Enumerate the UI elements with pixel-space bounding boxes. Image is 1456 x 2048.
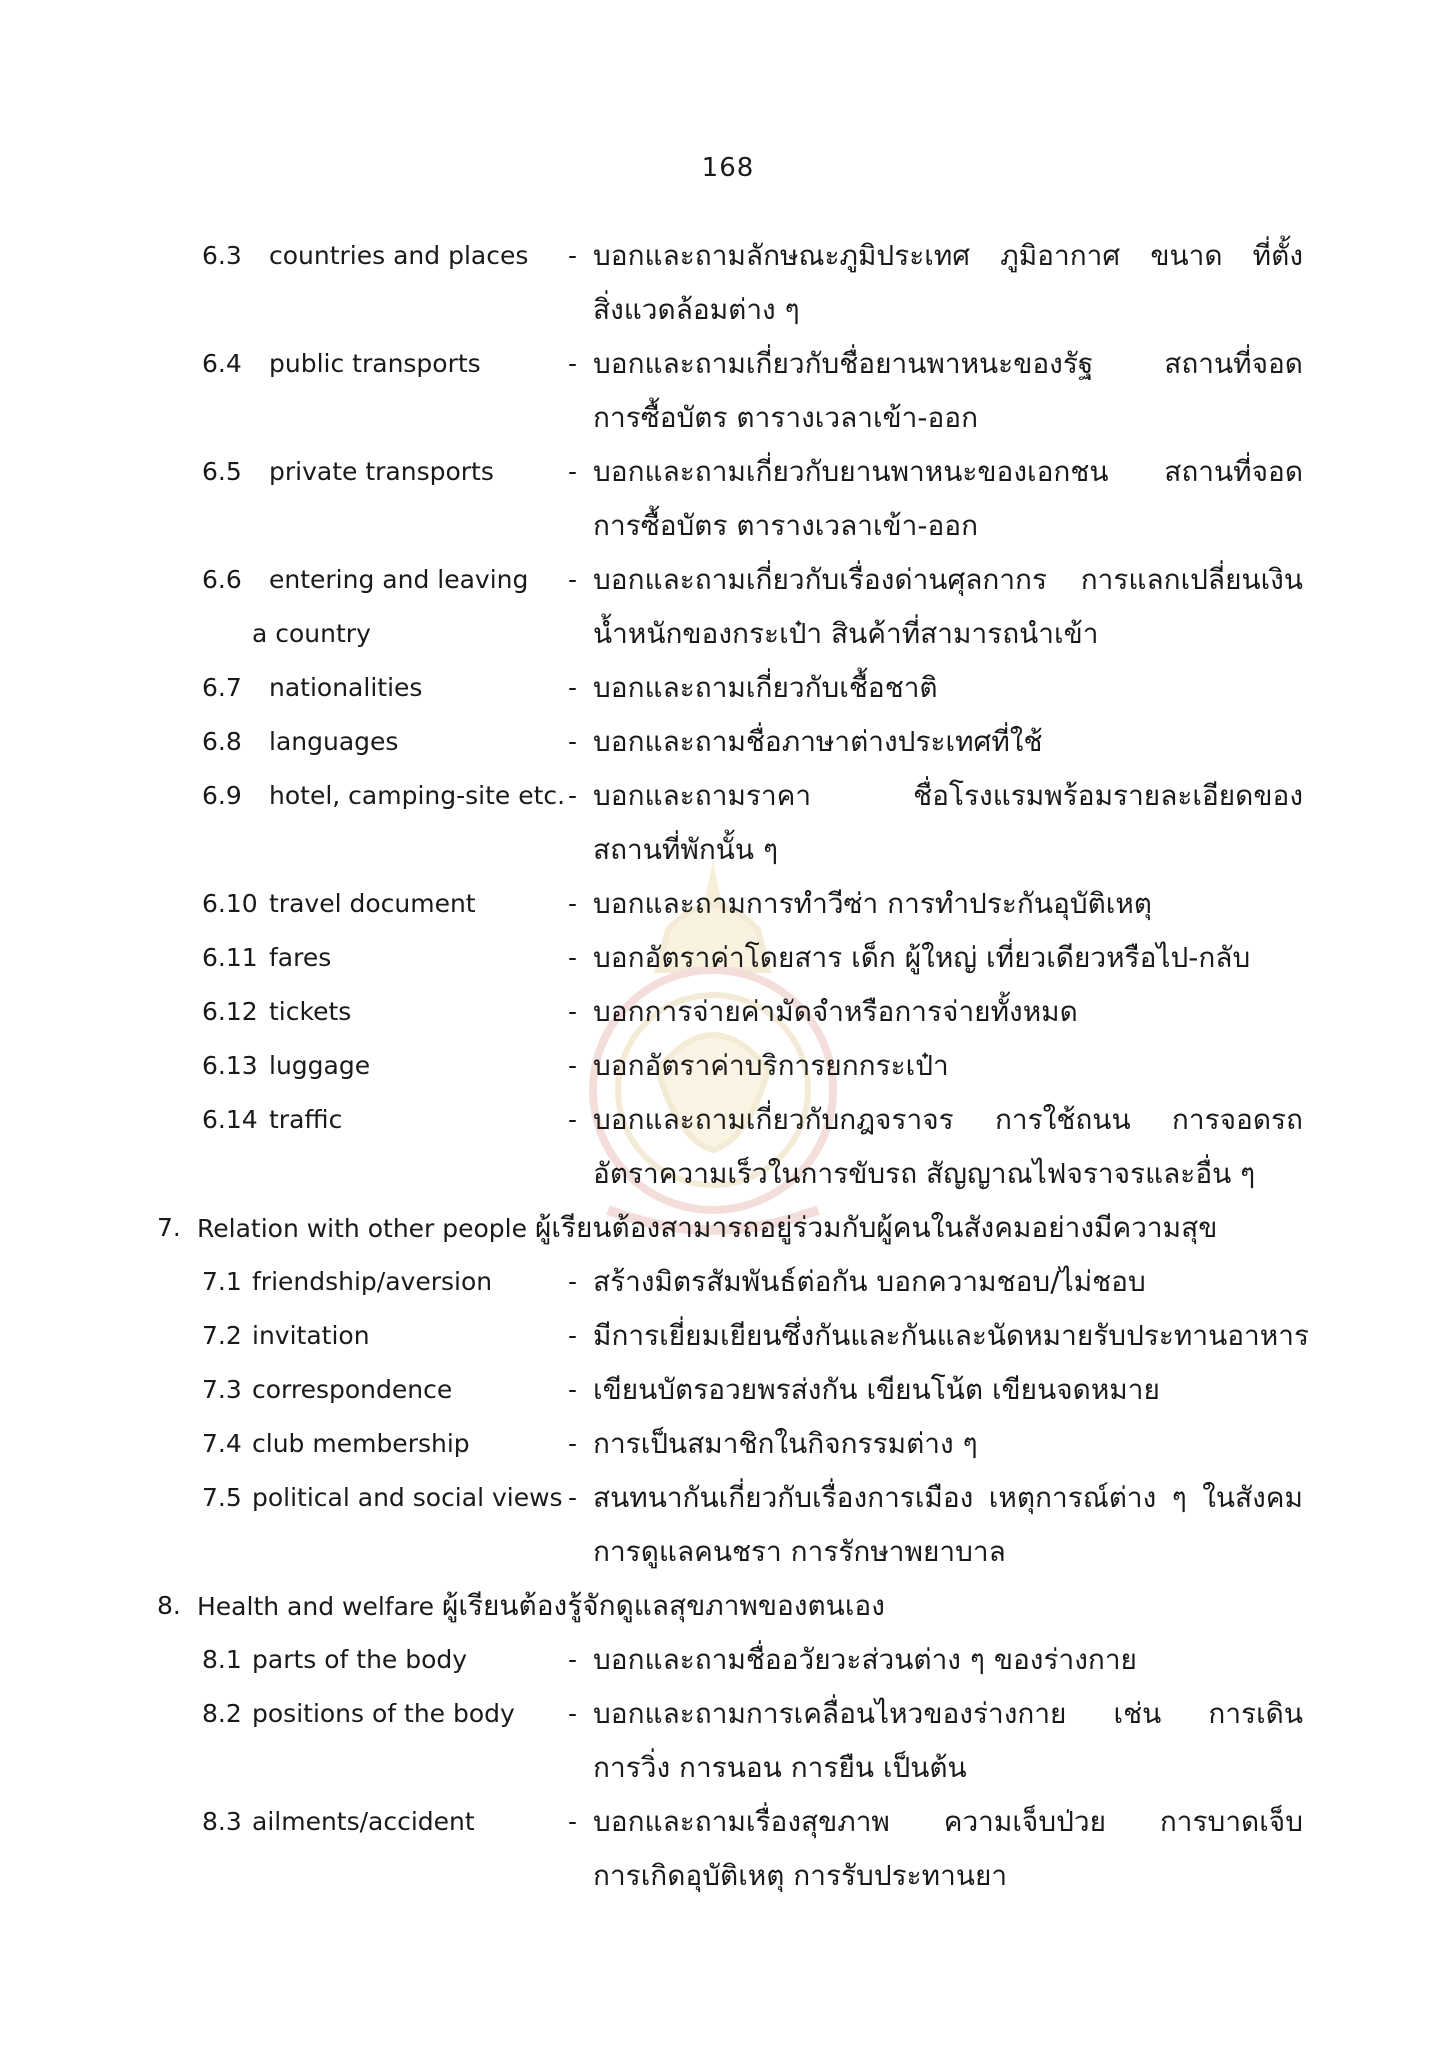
section-title (197, 1586, 885, 1627)
item-dash: - (568, 673, 578, 702)
item-number: 6.9 (202, 781, 242, 810)
item-number: 6.11 (202, 943, 258, 972)
item-description: บอกและถามเกี่ยวกับยานพาหนะของเอกชน สถานที่จอด (593, 455, 1303, 488)
item-dash: - (568, 241, 578, 270)
item-number: 6.8 (202, 727, 242, 756)
item-dash: - (568, 1321, 578, 1350)
item-number: 6.4 (202, 349, 242, 378)
list-item (0, 988, 1456, 1042)
item-dash: - (568, 565, 578, 594)
item-description: บอกและถามเกี่ยวกับเชื้อชาติ (593, 671, 938, 704)
item-description-continued: น้ำหนักของกระเป๋า สินค้าที่สามารถนำเข้า (593, 617, 1099, 650)
item-description-continued: การวิ่ง การนอน การยืน เป็นต้น (593, 1751, 967, 1784)
list-item (0, 1258, 1456, 1312)
list-item (0, 934, 1456, 988)
item-dash: - (568, 457, 578, 486)
item-number: 6.7 (202, 673, 242, 702)
item-label: friendship/aversion (252, 1267, 493, 1296)
item-label: parts of the body (252, 1645, 468, 1674)
item-description: บอกการจ่ายค่ามัดจำหรือการจ่ายทั้งหมด (593, 995, 1078, 1028)
item-description: เขียนบัตรอวยพรส่งกัน เขียนโน้ต เขียนจดหมาย (593, 1373, 1160, 1406)
item-number: 7.3 (202, 1375, 242, 1404)
list-item-continuation (0, 286, 1456, 340)
item-label-continued: a country (252, 619, 371, 648)
item-label: public transports (269, 349, 481, 378)
item-dash: - (568, 349, 578, 378)
page-number: 168 (701, 153, 755, 183)
list-item (0, 880, 1456, 934)
item-number: 6.3 (202, 241, 242, 270)
item-description: บอกและถามลักษณะภูมิประเทศ ภูมิอากาศ ขนาด ที่ตั้ง (593, 239, 1303, 272)
list-item (0, 1690, 1456, 1744)
item-number: 6.5 (202, 457, 242, 486)
list-item (0, 556, 1456, 610)
item-number: 8.2 (202, 1699, 242, 1728)
list-item (0, 1474, 1456, 1528)
item-label: fares (269, 943, 332, 972)
item-description: บอกและถามชื่อภาษาต่างประเทศที่ใช้ (593, 725, 1043, 758)
item-number: 7.5 (202, 1483, 242, 1512)
list-item (0, 718, 1456, 772)
list-item (0, 1312, 1456, 1366)
item-dash: - (568, 1483, 578, 1512)
item-number: 7.1 (202, 1267, 242, 1296)
item-label: hotel, camping-site etc. (269, 781, 566, 810)
item-dash: - (568, 889, 578, 918)
item-description-continued: การดูแลคนชรา การรักษาพยาบาล (593, 1535, 1006, 1568)
item-description: สร้างมิตรสัมพันธ์ต่อกัน บอกความชอบ/ไม่ชอบ (593, 1265, 1146, 1298)
list-item (0, 772, 1456, 826)
item-label: luggage (269, 1051, 371, 1080)
item-label: correspondence (252, 1375, 453, 1404)
item-dash: - (568, 1375, 578, 1404)
item-dash: - (568, 1807, 578, 1836)
section-title-thai: ผู้เรียนต้องสามารถอยู่ร่วมกับผู้คนในสังคมอย่างมีความสุข (534, 1211, 1218, 1244)
item-dash: - (568, 1699, 578, 1728)
item-description: บอกอัตราค่าโดยสาร เด็ก ผู้ใหญ่ เที่ยวเดียวหรือไป-กลับ (593, 941, 1251, 974)
item-description: การเป็นสมาชิกในกิจกรรมต่าง ๆ (593, 1427, 978, 1460)
item-description-continued: การเกิดอุบัติเหตุ การรับประทานยา (593, 1859, 1008, 1892)
list-item (0, 1420, 1456, 1474)
item-description: บอกและถามชื่ออวัยวะส่วนต่าง ๆ ของร่างกาย (593, 1643, 1137, 1676)
section-number: 8. (157, 1591, 181, 1620)
item-description: บอกและถามราคา ชื่อโรงแรมพร้อมรายละเอียดของ (593, 779, 1303, 812)
section-heading (0, 1582, 1456, 1636)
item-number: 7.4 (202, 1429, 242, 1458)
item-number: 6.12 (202, 997, 258, 1026)
list-item-continuation (0, 1744, 1456, 1798)
item-label: private transports (269, 457, 494, 486)
list-item-continuation (0, 394, 1456, 448)
item-label: political and social views (252, 1483, 563, 1512)
item-description-continued: การซื้อบัตร ตารางเวลาเข้า-ออก (593, 401, 979, 434)
list-item (0, 664, 1456, 718)
item-description: สนทนากันเกี่ยวกับเรื่องการเมือง เหตุการณ์ต่าง ๆ ในสังคม (593, 1481, 1303, 1514)
item-dash: - (568, 1267, 578, 1296)
item-number: 6.10 (202, 889, 258, 918)
item-number: 6.14 (202, 1105, 258, 1134)
list-item (0, 1636, 1456, 1690)
item-label: traffic (269, 1105, 343, 1134)
section-heading (0, 1204, 1456, 1258)
item-description: บอกและถามเกี่ยวกับกฎจราจร การใช้ถนน การจอดรถ (593, 1103, 1303, 1136)
item-dash: - (568, 997, 578, 1026)
list-item-continuation (0, 826, 1456, 880)
list-item (0, 1366, 1456, 1420)
item-description-continued: อัตราความเร็วในการขับรถ สัญญาณไฟจราจรและอื่น ๆ (593, 1157, 1256, 1190)
item-number: 7.2 (202, 1321, 242, 1350)
list-item-continuation (0, 1150, 1456, 1204)
item-dash: - (568, 727, 578, 756)
item-number: 8.1 (202, 1645, 242, 1674)
document-body (0, 232, 1456, 1906)
item-description-continued: สถานที่พักนั้น ๆ (593, 833, 778, 866)
item-description: บอกและถามเกี่ยวกับชื่อยานพาหนะของรัฐ สถานที่จอด (593, 347, 1303, 380)
list-item-continuation (0, 1852, 1456, 1906)
section-title-thai: ผู้เรียนต้องรู้จักดูแลสุขภาพของตนเอง (441, 1589, 885, 1622)
item-label: entering and leaving (269, 565, 529, 594)
section-title-english: Relation with other people (197, 1214, 528, 1243)
list-item-continuation (0, 1528, 1456, 1582)
item-label: tickets (269, 997, 352, 1026)
item-description: บอกและถามเกี่ยวกับเรื่องด่านศุลกากร การแลกเปลี่ยนเงิน (593, 563, 1303, 596)
item-description: บอกและถามเรื่องสุขภาพ ความเจ็บป่วย การบาดเจ็บ (593, 1805, 1303, 1838)
item-label: countries and places (269, 241, 529, 270)
item-label: positions of the body (252, 1699, 515, 1728)
item-label: invitation (252, 1321, 370, 1350)
list-item (0, 448, 1456, 502)
section-title-english: Health and welfare (197, 1592, 435, 1621)
list-item (0, 1798, 1456, 1852)
item-label: ailments/accident (252, 1807, 475, 1836)
item-dash: - (568, 781, 578, 810)
item-dash: - (568, 1105, 578, 1134)
item-number: 6.6 (202, 565, 242, 594)
item-label: club membership (252, 1429, 470, 1458)
item-dash: - (568, 1429, 578, 1458)
list-item (0, 232, 1456, 286)
item-description: บอกและถามการทำวีซ่า การทำประกันอุบัติเหตุ (593, 887, 1152, 920)
section-number: 7. (157, 1213, 181, 1242)
item-description: มีการเยี่ยมเยียนซึ่งกันและกันและนัดหมายรับประทานอาหาร (593, 1319, 1309, 1352)
item-dash: - (568, 1645, 578, 1674)
list-item (0, 1096, 1456, 1150)
item-number: 6.13 (202, 1051, 258, 1080)
item-description: บอกอัตราค่าบริการยกกระเป๋า (593, 1049, 949, 1082)
item-label: travel document (269, 889, 476, 918)
item-description-continued: การซื้อบัตร ตารางเวลาเข้า-ออก (593, 509, 979, 542)
item-description: บอกและถามการเคลื่อนไหวของร่างกาย เช่น การเดิน (593, 1697, 1303, 1730)
item-dash: - (568, 943, 578, 972)
list-item-continuation (0, 502, 1456, 556)
item-label: nationalities (269, 673, 423, 702)
item-dash: - (568, 1051, 578, 1080)
item-label: languages (269, 727, 399, 756)
list-item (0, 1042, 1456, 1096)
section-title (197, 1208, 1217, 1249)
item-description-continued: สิ่งแวดล้อมต่าง ๆ (593, 293, 800, 326)
item-number: 8.3 (202, 1807, 242, 1836)
list-item (0, 340, 1456, 394)
list-item-continuation (0, 610, 1456, 664)
